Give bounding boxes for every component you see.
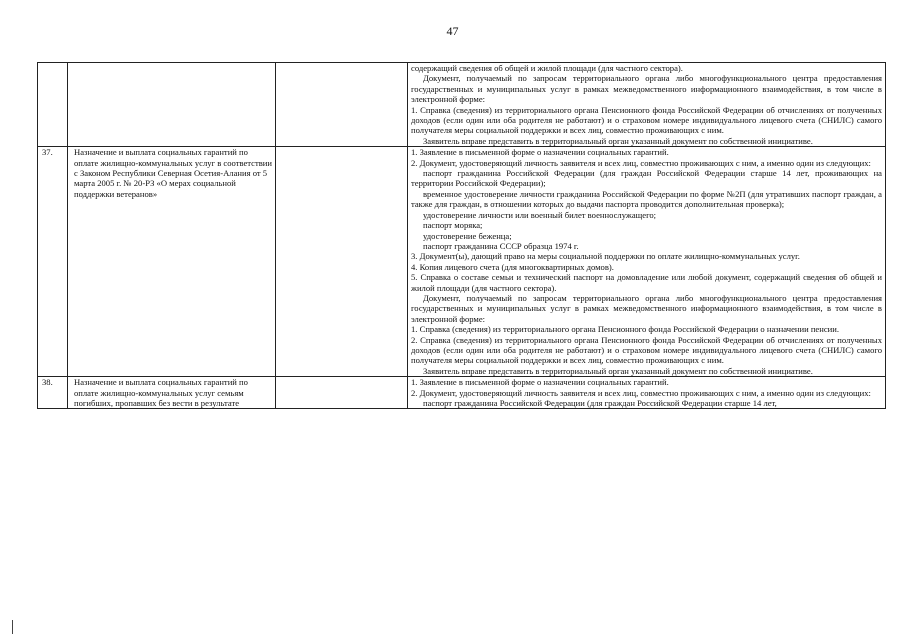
- row-number: [38, 63, 68, 147]
- services-table: [37, 62, 886, 409]
- document-paragraph: Заявитель вправе представить в территориальный орган указанный документ по собственной инициативе.: [423, 365, 813, 376]
- empty-cell: [276, 377, 408, 409]
- document-paragraph: содержащий сведения об общей и жилой площади (для частного сектора).: [411, 63, 683, 73]
- document-paragraph: Заявитель вправе представить в территориальный орган указанный документ по собственной инициативе.: [423, 135, 813, 146]
- service-name: Назначение и выплата социальных гарантий по оплате жилищно-коммунальных услуг в соответствии с Законом Республики Северная Осетия-Алания от 5 марта 2005 г. № 20-РЗ «О мерах социальной поддержки ветеранов»: [68, 147, 276, 377]
- document-paragraph: паспорт гражданина СССР образца 1974 г.: [423, 240, 579, 251]
- document-paragraph: 1. Заявление в письменной форме о назначении социальных гарантий.: [411, 147, 669, 158]
- document-paragraph: паспорт гражданина Российской Федерации (для граждан Российской Федерации старше 14 лет,: [423, 398, 777, 408]
- document-paragraph: паспорт гражданина Российской Федерации (для граждан Российской Федерации старше 14 лет, проживающих на территории Российской Федерации);: [411, 168, 882, 189]
- document-paragraph: 1. Справка (сведения) из территориального органа Пенсионного фонда Российской Федерации о назначении пенсии.: [411, 324, 840, 335]
- document-paragraph: Документ, получаемый по запросам территориального органа либо многофункционального центра предоставления государственных и муниципальных услуг в рамках межведомственного информационного взаимодействия, в том числе в электронной форме:: [411, 292, 882, 324]
- service-name: Назначение и выплата социальных гарантий по оплате жилищно-коммунальных услуг семьям погибших, пропавших без вести в результате: [68, 377, 276, 409]
- document-paragraph: 2. Документ, удостоверяющий личность заявителя и всех лиц, совместно проживающих с ним, а именно один из следующих:: [411, 157, 871, 168]
- page-number: 47: [446, 24, 459, 38]
- document-paragraph: удостоверение личности или военный билет военнослужащего;: [423, 209, 657, 220]
- documents-list: [408, 147, 886, 377]
- documents-list: [408, 377, 886, 409]
- service-name: [68, 63, 276, 147]
- document-paragraph: 2. Справка (сведения) из территориального органа Пенсионного фонда Российской Федерации об отчислениях от полученных доходов (если один или оба родителя не работают) и о страховом номере индивидуального лицевого счета (СНИЛС) самого получателя меры социальной поддержки и всех лиц, совместно проживающих с ним.: [411, 334, 882, 366]
- row-number: 38.: [38, 377, 68, 409]
- document-paragraph: 4. Копия лицевого счета (для многоквартирных домов).: [411, 261, 614, 272]
- document-paragraph: удостоверение беженца;: [423, 230, 512, 241]
- documents-list: [408, 63, 886, 147]
- empty-cell: [276, 63, 408, 147]
- document-paragraph: Документ, получаемый по запросам территориального органа либо многофункционального центра предоставления государственных и муниципальных услуг в рамках межведомственного информационного взаимодействия, в том числе в электронной форме:: [411, 73, 882, 105]
- table-row: [38, 63, 886, 147]
- row-number: 37.: [38, 147, 68, 377]
- document-paragraph: 3. Документ(ы), дающий право на меры социальной поддержки по оплате жилищно-коммунальных услуг.: [411, 251, 800, 262]
- scan-mark: [12, 620, 13, 634]
- table-row: [38, 377, 886, 409]
- document-paragraph: паспорт моряка;: [423, 220, 483, 231]
- document-paragraph: 5. Справка о составе семьи и технический паспорт на домовладение или любой документ, содержащий сведения об общей и жилой площади (для частного сектора).: [411, 272, 882, 293]
- document-paragraph: временное удостоверение личности гражданина Российской Федерации по форме №2П (для утративших паспорт граждан, а также для граждан, в отношении которых до выдачи паспорта проводится дополнительная проверка);: [411, 188, 882, 210]
- empty-cell: [276, 147, 408, 377]
- document-paragraph: 2. Документ, удостоверяющий личность заявителя и всех лиц, совместно проживающих с ним, а именно один из следующих:: [411, 387, 871, 398]
- document-paragraph: 1. Заявление в письменной форме о назначении социальных гарантий.: [411, 377, 669, 388]
- table-row: [38, 147, 886, 377]
- document-paragraph: 1. Справка (сведения) из территориального органа Пенсионного фонда Российской Федерации об отчислениях от полученных доходов (если один или оба родителя не работают) и о страховом номере индивидуального лицевого счета (СНИЛС) самого получателя меры социальной поддержки и всех лиц, совместно проживающих с ним.: [411, 104, 882, 136]
